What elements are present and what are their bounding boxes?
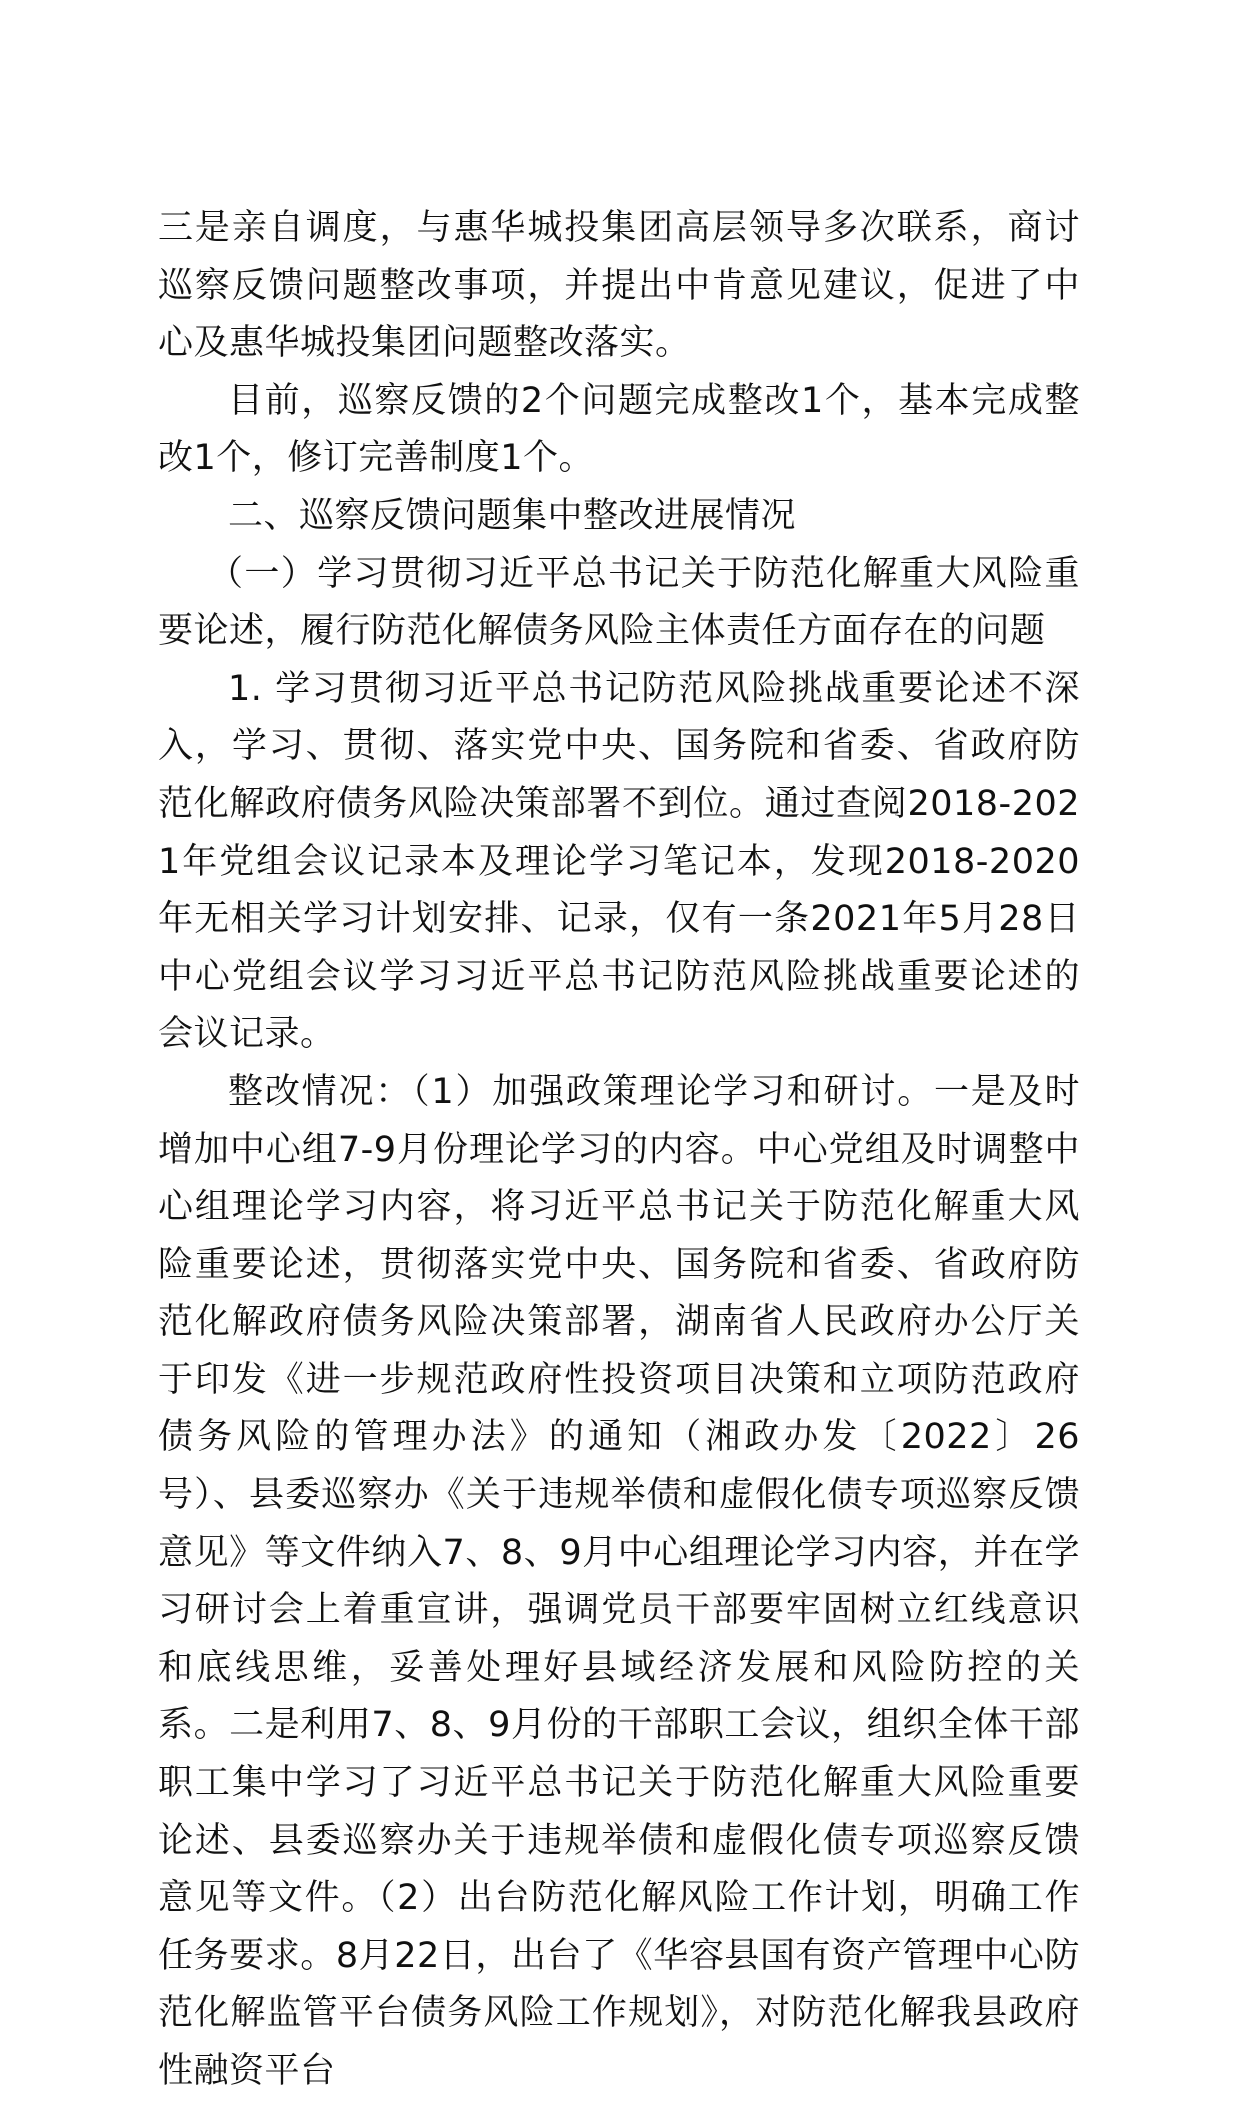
paragraph-current-status: 目前，巡察反馈的2个问题完成整改1个，基本完成整改1个，修订完善制度1个。 [158, 380, 1080, 479]
subsection-heading-study-problems: （一）学习贯彻习近平总书记关于防范化解重大风险重要论述，履行防范化解债务风险主体责任方面存在的问题 [158, 553, 1080, 652]
paragraph-rectification-details: 整改情况：（1）加强政策理论学习和研讨。一是及时增加中心组7-9月份理论学习的内容。中心党组及时调整中心组理论学习内容，将习近平总书记关于防范化解重大风险重要论述，贯彻落实党中央、国务院和省委、省政府防范化解政府债务风险决策部署，湖南省人民政府办公厅关于印发《进一步规范政府性投资项目决策和立项防范政府债务风险的管理办法》的通知（湘政办发〔2022〕26号）、县委巡察办《关于违规举债和虚假化债专项巡察反馈意见》等文件纳入7、8、9月中心组理论学习内容，并在学习研讨会上着重宣讲，强调党员干部要牢固树立红线意识和底线思维，妥善处理好县域经济发展和风险防控的关系。二是利用7、8、9月份的干部职工会议，组织全体干部职工集中学习了习近平总书记关于防范化解重大风险重要论述、县委巡察办关于违规举债和虚假化债专项巡察反馈意见等文件。（2）出台防范化解风险工作计划，明确工作任务要求。8月22日，出台了《华容县国有资产管理中心防范化解监管平台债务风险工作规划》，对防范化解我县政府性融资平台 [158, 1071, 1080, 2091]
section-heading-progress: 二、巡察反馈问题集中整改进展情况 [228, 495, 797, 536]
document-page [158, 200, 1080, 2101]
paragraph-problem-1: 1. 学习贯彻习近平总书记防范风险挑战重要论述不深入，学习、贯彻、落实党中央、国务院和省委、省政府防范化解政府债务风险决策部署不到位。通过查阅2018-2021年党组会议记录本及理论学习笔记本，发现2018-2020年无相关学习计划安排、记录，仅有一条2021年5月28日中心党组会议学习习近平总书记防范风险挑战重要论述的会议记录。 [158, 668, 1080, 1055]
paragraph-rectification-dispatch: 三是亲自调度，与惠华城投集团高层领导多次联系，商讨巡察反馈问题整改事项，并提出中肯意见建议，促进了中心及惠华城投集团问题整改落实。 [158, 208, 1080, 364]
